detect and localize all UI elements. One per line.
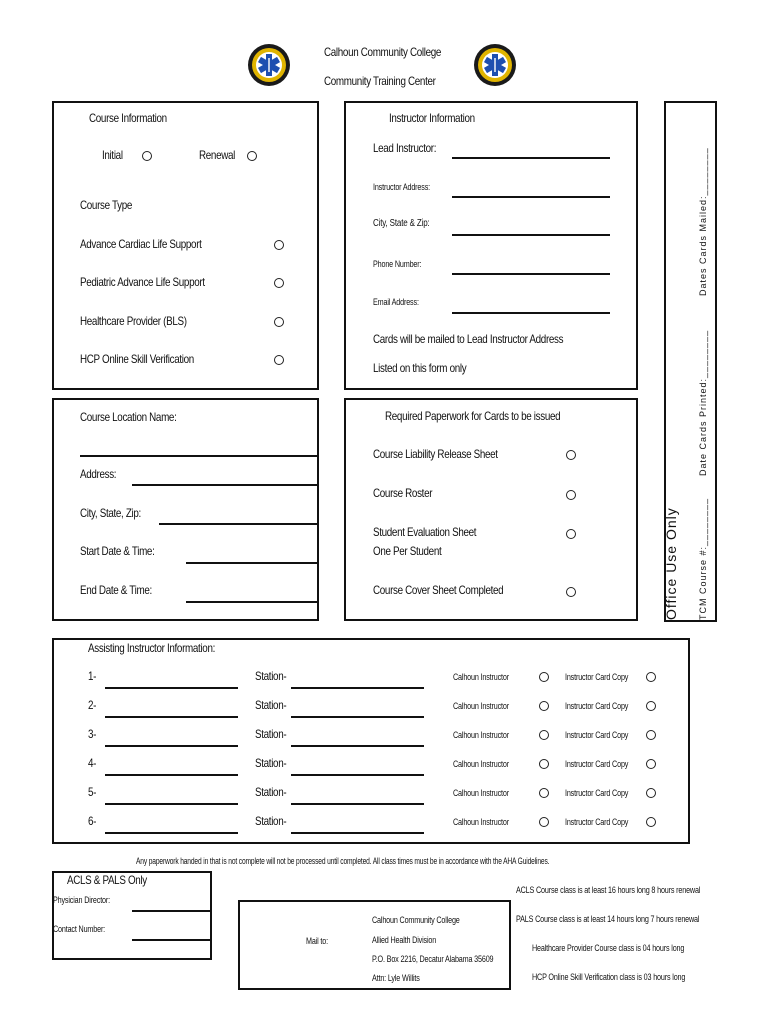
acls-radio[interactable] — [274, 240, 284, 250]
course-info-title: Course Information — [89, 111, 167, 125]
calhoun-instructor-radio[interactable] — [539, 701, 549, 711]
end-date-label: End Date & Time: — [80, 583, 152, 597]
assist-row-number: 4- — [88, 756, 97, 770]
physician-field[interactable] — [132, 910, 212, 912]
date-printed-label: Date Cards Printed:________ — [698, 329, 708, 476]
type-acls: Advance Cardiac Life Support — [80, 237, 202, 251]
start-date-field[interactable] — [186, 562, 319, 564]
note-bls: Healthcare Provider Course class is 04 hours long — [532, 943, 685, 953]
contact-field[interactable] — [132, 939, 212, 941]
calhoun-instructor-label: Calhoun Instructor — [453, 672, 509, 682]
station-label: Station- — [255, 785, 287, 799]
star-of-life-icon — [257, 53, 281, 77]
phone-field[interactable] — [452, 273, 610, 275]
card-copy-label: Instructor Card Copy — [565, 701, 629, 711]
initial-label: Initial — [102, 148, 123, 162]
assist-row-number: 3- — [88, 727, 97, 741]
instructor-city-field[interactable] — [452, 234, 610, 236]
mail-line-1: Calhoun Community College — [372, 915, 460, 925]
assist-row-number: 1- — [88, 669, 97, 683]
card-copy-radio[interactable] — [646, 730, 656, 740]
note-hcp: HCP Online Skill Verification class is 03 hours long — [532, 972, 686, 982]
location-city-label: City, State, Zip: — [80, 506, 141, 520]
paperwork-roster: Course Roster — [373, 486, 433, 500]
acls-pals-title: ACLS & PALS Only — [67, 873, 147, 887]
tcm-course-label: TCM Course #:________ — [698, 497, 708, 620]
paperwork-evaluation-sub: One Per Student — [373, 544, 442, 558]
note-acls: ACLS Course class is at least 16 hours long 8 hours renewal — [516, 885, 701, 895]
assist-row-number: 6- — [88, 814, 97, 828]
type-bls: Healthcare Provider (BLS) — [80, 314, 187, 328]
assist-name-field[interactable] — [105, 774, 238, 776]
hcp-radio[interactable] — [274, 355, 284, 365]
type-hcp: HCP Online Skill Verification — [80, 352, 194, 366]
calhoun-instructor-radio[interactable] — [539, 788, 549, 798]
assist-name-field[interactable] — [105, 803, 238, 805]
college-name: Calhoun Community College — [324, 45, 442, 59]
start-date-label: Start Date & Time: — [80, 544, 155, 558]
card-copy-radio[interactable] — [646, 788, 656, 798]
calhoun-instructor-label: Calhoun Instructor — [453, 730, 509, 740]
assist-name-field[interactable] — [105, 832, 238, 834]
renewal-label: Renewal — [199, 148, 236, 162]
calhoun-instructor-label: Calhoun Instructor — [453, 701, 509, 711]
end-date-field[interactable] — [186, 601, 319, 603]
card-copy-label: Instructor Card Copy — [565, 672, 629, 682]
calhoun-instructor-radio[interactable] — [539, 817, 549, 827]
station-field[interactable] — [291, 803, 424, 805]
assist-name-field[interactable] — [105, 745, 238, 747]
station-label: Station- — [255, 756, 287, 770]
mail-line-2: Allied Health Division — [372, 935, 437, 945]
lead-instructor-field[interactable] — [452, 157, 610, 159]
bls-radio[interactable] — [274, 317, 284, 327]
footer-notice: Any paperwork handed in that is not complete will not be processed until completed. All class times must be in accordance with the AHA Guidelines. — [136, 856, 550, 866]
assist-name-field[interactable] — [105, 687, 238, 689]
pals-radio[interactable] — [274, 278, 284, 288]
instructor-address-label: Instructor Address: — [373, 182, 430, 192]
station-label: Station- — [255, 669, 287, 683]
location-city-field[interactable] — [159, 523, 319, 525]
station-field[interactable] — [291, 716, 424, 718]
mail-line-4: Attn: Lyle Willits — [372, 973, 420, 983]
mailing-note-2: Listed on this form only — [373, 361, 467, 375]
station-field[interactable] — [291, 832, 424, 834]
calhoun-instructor-radio[interactable] — [539, 672, 549, 682]
star-of-life-icon — [483, 53, 507, 77]
date-mailed-label: Dates Cards Mailed:________ — [698, 147, 708, 296]
email-field[interactable] — [452, 312, 610, 314]
note-pals: PALS Course class is at least 14 hours long 7 hours renewal — [516, 914, 700, 924]
card-copy-radio[interactable] — [646, 672, 656, 682]
evaluation-radio[interactable] — [566, 529, 576, 539]
card-copy-radio[interactable] — [646, 701, 656, 711]
calhoun-instructor-label: Calhoun Instructor — [453, 788, 509, 798]
calhoun-instructor-radio[interactable] — [539, 759, 549, 769]
card-copy-label: Instructor Card Copy — [565, 730, 629, 740]
mailing-note-1: Cards will be mailed to Lead Instructor Address — [373, 332, 564, 346]
assist-row-number: 2- — [88, 698, 97, 712]
email-label: Email Address: — [373, 297, 419, 307]
assisting-box — [52, 638, 690, 844]
card-copy-label: Instructor Card Copy — [565, 817, 629, 827]
instructor-city-label: City, State & Zip: — [373, 218, 430, 229]
station-label: Station- — [255, 698, 287, 712]
card-copy-label: Instructor Card Copy — [565, 759, 629, 769]
assist-name-field[interactable] — [105, 716, 238, 718]
lead-instructor-label: Lead Instructor: — [373, 141, 437, 155]
paperwork-liability: Course Liability Release Sheet — [373, 447, 498, 461]
instructor-address-field[interactable] — [452, 196, 610, 198]
card-copy-radio[interactable] — [646, 817, 656, 827]
center-name: Community Training Center — [324, 74, 436, 88]
liability-radio[interactable] — [566, 450, 576, 460]
location-address-field[interactable] — [132, 484, 319, 486]
instructor-info-title: Instructor Information — [389, 111, 475, 125]
location-name-label: Course Location Name: — [80, 410, 177, 424]
type-pals: Pediatric Advance Life Support — [80, 275, 205, 289]
card-copy-label: Instructor Card Copy — [565, 788, 629, 798]
star-of-life-logo-left — [248, 44, 290, 86]
initial-radio[interactable] — [142, 151, 152, 161]
calhoun-instructor-label: Calhoun Instructor — [453, 817, 509, 827]
station-label: Station- — [255, 814, 287, 828]
cover-radio[interactable] — [566, 587, 576, 597]
renewal-radio[interactable] — [247, 151, 257, 161]
assist-row-number: 5- — [88, 785, 97, 799]
roster-radio[interactable] — [566, 490, 576, 500]
calhoun-instructor-label: Calhoun Instructor — [453, 759, 509, 769]
calhoun-instructor-radio[interactable] — [539, 730, 549, 740]
location-name-field[interactable] — [80, 455, 319, 457]
mail-to-label: Mail to: — [306, 936, 328, 946]
card-copy-radio[interactable] — [646, 759, 656, 769]
station-field[interactable] — [291, 774, 424, 776]
star-of-life-logo-right — [474, 44, 516, 86]
course-type-label: Course Type — [80, 198, 133, 212]
paperwork-cover: Course Cover Sheet Completed — [373, 583, 504, 597]
station-label: Station- — [255, 727, 287, 741]
station-field[interactable] — [291, 745, 424, 747]
office-use-title: Office Use Only — [663, 507, 679, 620]
physician-label: Physician Director: — [53, 895, 110, 905]
mail-line-3: P.O. Box 2216, Decatur Alabama 35609 — [372, 954, 494, 964]
assisting-title: Assisting Instructor Information: — [88, 641, 215, 655]
station-field[interactable] — [291, 687, 424, 689]
paperwork-evaluation: Student Evaluation Sheet — [373, 525, 477, 539]
paperwork-title: Required Paperwork for Cards to be issued — [385, 409, 561, 423]
contact-label: Contact Number: — [53, 924, 106, 934]
location-address-label: Address: — [80, 467, 117, 481]
phone-label: Phone Number: — [373, 259, 422, 269]
